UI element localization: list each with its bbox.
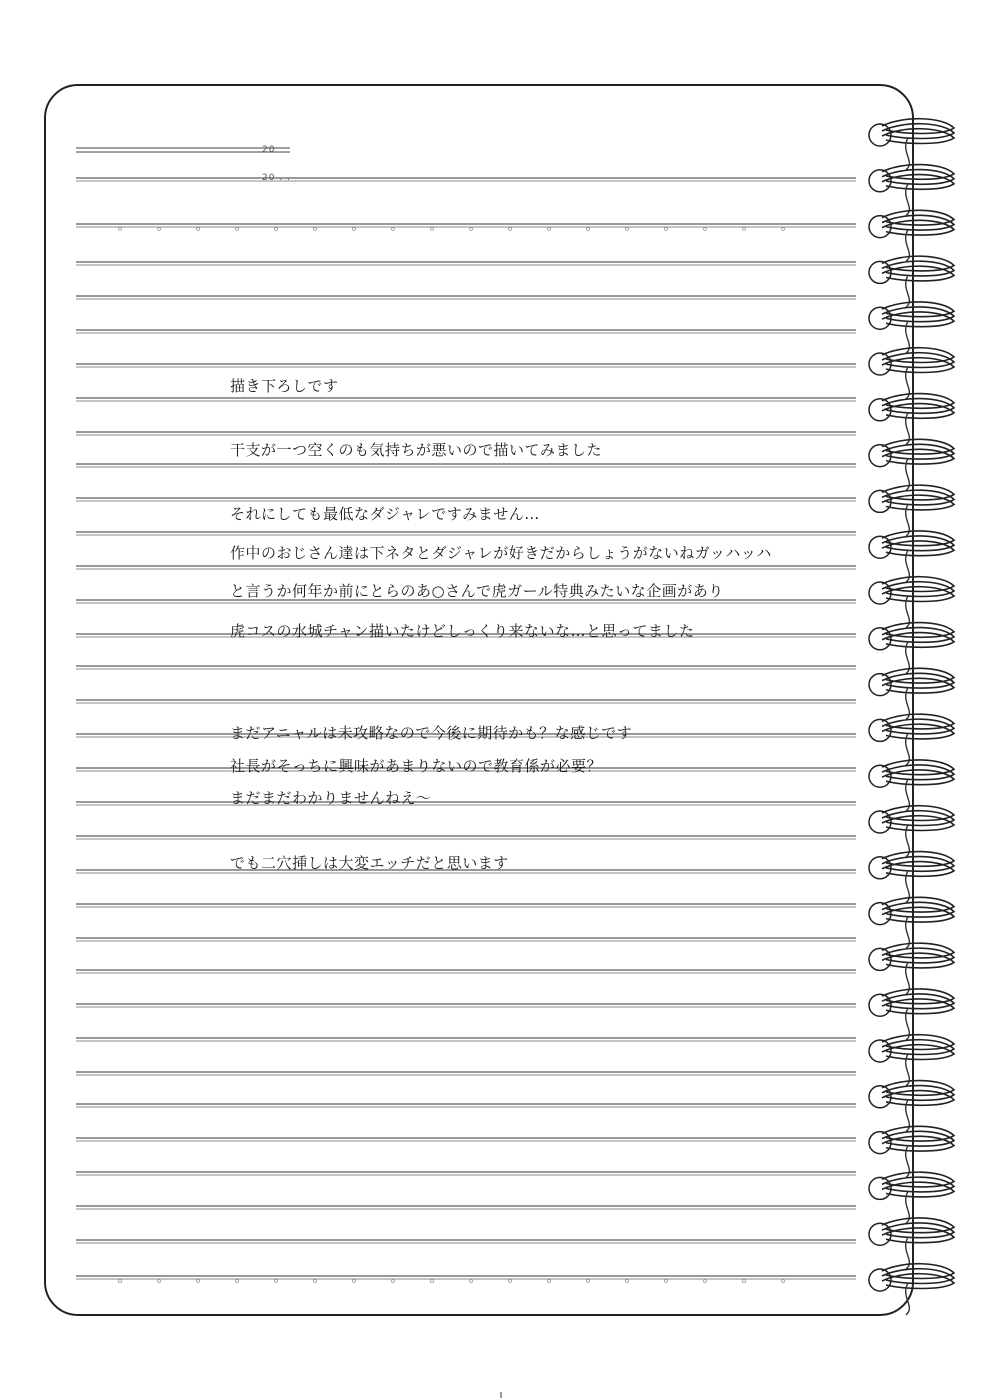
spiral-ring xyxy=(869,210,954,261)
rule-dot xyxy=(743,1280,746,1283)
spiral-ring xyxy=(869,439,954,490)
spiral-ring xyxy=(869,165,954,216)
ruled-line xyxy=(76,330,856,333)
spiral-ring xyxy=(869,531,954,582)
rule-dot xyxy=(743,228,746,231)
ruled-line xyxy=(76,498,856,501)
spiral-ring xyxy=(869,1035,954,1086)
spiral-ring xyxy=(869,1218,954,1269)
spiral-ring xyxy=(869,485,954,536)
spiral-ring xyxy=(869,256,954,307)
spiral-ring xyxy=(869,577,954,628)
ruled-line xyxy=(76,700,856,703)
ruled-line xyxy=(76,1206,856,1209)
rule-dot xyxy=(431,1280,434,1283)
ruled-line xyxy=(76,398,856,401)
ruled-line xyxy=(76,566,856,569)
note-text-10: でも二穴挿しは大変エッチだと思います xyxy=(230,854,509,872)
rule-dot xyxy=(431,228,434,231)
rule-dot xyxy=(782,1280,785,1283)
spiral-ring xyxy=(869,119,954,170)
rule-dot xyxy=(314,228,317,231)
ruled-line xyxy=(76,296,856,299)
note-text-5: と言うか何年か前にとらのあ○さんで虎ガール特典みたいな企画があり xyxy=(230,582,724,600)
rule-dot xyxy=(119,228,122,231)
note-text-9: まだまだわかりませんねえ～ xyxy=(230,789,432,807)
spiral-ring xyxy=(869,348,954,399)
rule-dot xyxy=(158,1280,161,1283)
ruled-line xyxy=(76,432,856,435)
spiral-ring xyxy=(869,668,954,719)
ruled-line xyxy=(76,464,856,467)
spiral-ring xyxy=(869,1081,954,1132)
crop-mark xyxy=(500,1392,502,1398)
rule-dot xyxy=(119,1280,122,1283)
rule-dot xyxy=(392,1280,395,1283)
ruled-line xyxy=(76,1172,856,1175)
ruled-line xyxy=(76,970,856,973)
note-text-8: 社長がそっちに興味があまりないので教育係が必要？ xyxy=(230,757,603,775)
spiral-ring xyxy=(869,760,954,811)
rule-dot xyxy=(275,1280,278,1283)
spiral-ring xyxy=(869,1172,954,1223)
note-text-1: 描き下ろしです xyxy=(230,377,339,395)
note-text-6: 虎コスの水城チャン描いたけどしっくり来ないな…と思ってました xyxy=(230,622,695,640)
ruled-line xyxy=(76,1276,856,1279)
spiral-ring xyxy=(869,714,954,765)
spiral-ring xyxy=(869,623,954,674)
ruled-line xyxy=(76,224,856,227)
rule-dot xyxy=(665,228,668,231)
rule-dot xyxy=(587,228,590,231)
rule-dot xyxy=(392,228,395,231)
rule-dot xyxy=(704,228,707,231)
spiral-ring xyxy=(869,943,954,994)
spiral-ring xyxy=(869,852,954,903)
ruled-line xyxy=(76,364,856,367)
rule-dot xyxy=(197,228,200,231)
ruled-line xyxy=(76,178,856,181)
rule-dot xyxy=(626,1280,629,1283)
spiral-ring xyxy=(869,1264,954,1315)
ruled-line xyxy=(76,1072,856,1075)
ruled-line xyxy=(76,938,856,941)
ruled-line xyxy=(76,1004,856,1007)
ruled-line xyxy=(76,1104,856,1107)
ruled-line xyxy=(76,532,856,535)
spiral-ring xyxy=(869,806,954,857)
rule-dot xyxy=(665,1280,668,1283)
ruled-line xyxy=(76,1038,856,1041)
rule-dot xyxy=(236,228,239,231)
spiral-ring xyxy=(869,989,954,1040)
rule-dot xyxy=(548,1280,551,1283)
ruled-line xyxy=(76,836,856,839)
rule-dot xyxy=(158,228,161,231)
ruled-line xyxy=(76,1138,856,1141)
rule-dot xyxy=(314,1280,317,1283)
rule-dot xyxy=(353,228,356,231)
rule-dot xyxy=(353,1280,356,1283)
rule-dot xyxy=(509,228,512,231)
ruled-line xyxy=(76,262,856,265)
rule-dot xyxy=(587,1280,590,1283)
rule-dot xyxy=(509,1280,512,1283)
rule-dot xyxy=(626,228,629,231)
rule-dot xyxy=(704,1280,707,1283)
ruled-line xyxy=(76,666,856,669)
rule-dot xyxy=(275,228,278,231)
note-text-7: まだアニャルは未攻略なので今後に期待かも？な感じです xyxy=(230,724,633,742)
date-mark: 20 . . xyxy=(262,173,291,183)
spiral-ring xyxy=(869,897,954,948)
rule-dot xyxy=(197,1280,200,1283)
ruled-line xyxy=(76,904,856,907)
date-header xyxy=(262,136,291,192)
rule-dot xyxy=(548,228,551,231)
rule-dot xyxy=(782,228,785,231)
ruled-line xyxy=(76,802,856,805)
year-mark: 20 xyxy=(262,145,276,155)
rule-dot xyxy=(236,1280,239,1283)
note-text-2: 干支が一つ空くのも気持ちが悪いので描いてみました xyxy=(230,441,603,459)
rule-dot xyxy=(470,1280,473,1283)
spiral-ring xyxy=(869,394,954,445)
ruled-line xyxy=(76,1240,856,1243)
note-text-3: それにしても最低なダジャレですみません… xyxy=(230,505,540,523)
spiral-ring xyxy=(869,1126,954,1177)
spiral-ring xyxy=(869,302,954,353)
rule-dot xyxy=(470,228,473,231)
note-text-4: 作中のおじさん達は下ネタとダジャレが好きだからしょうがないねガッハッハ xyxy=(230,544,772,562)
spiral-binding xyxy=(862,0,972,1399)
